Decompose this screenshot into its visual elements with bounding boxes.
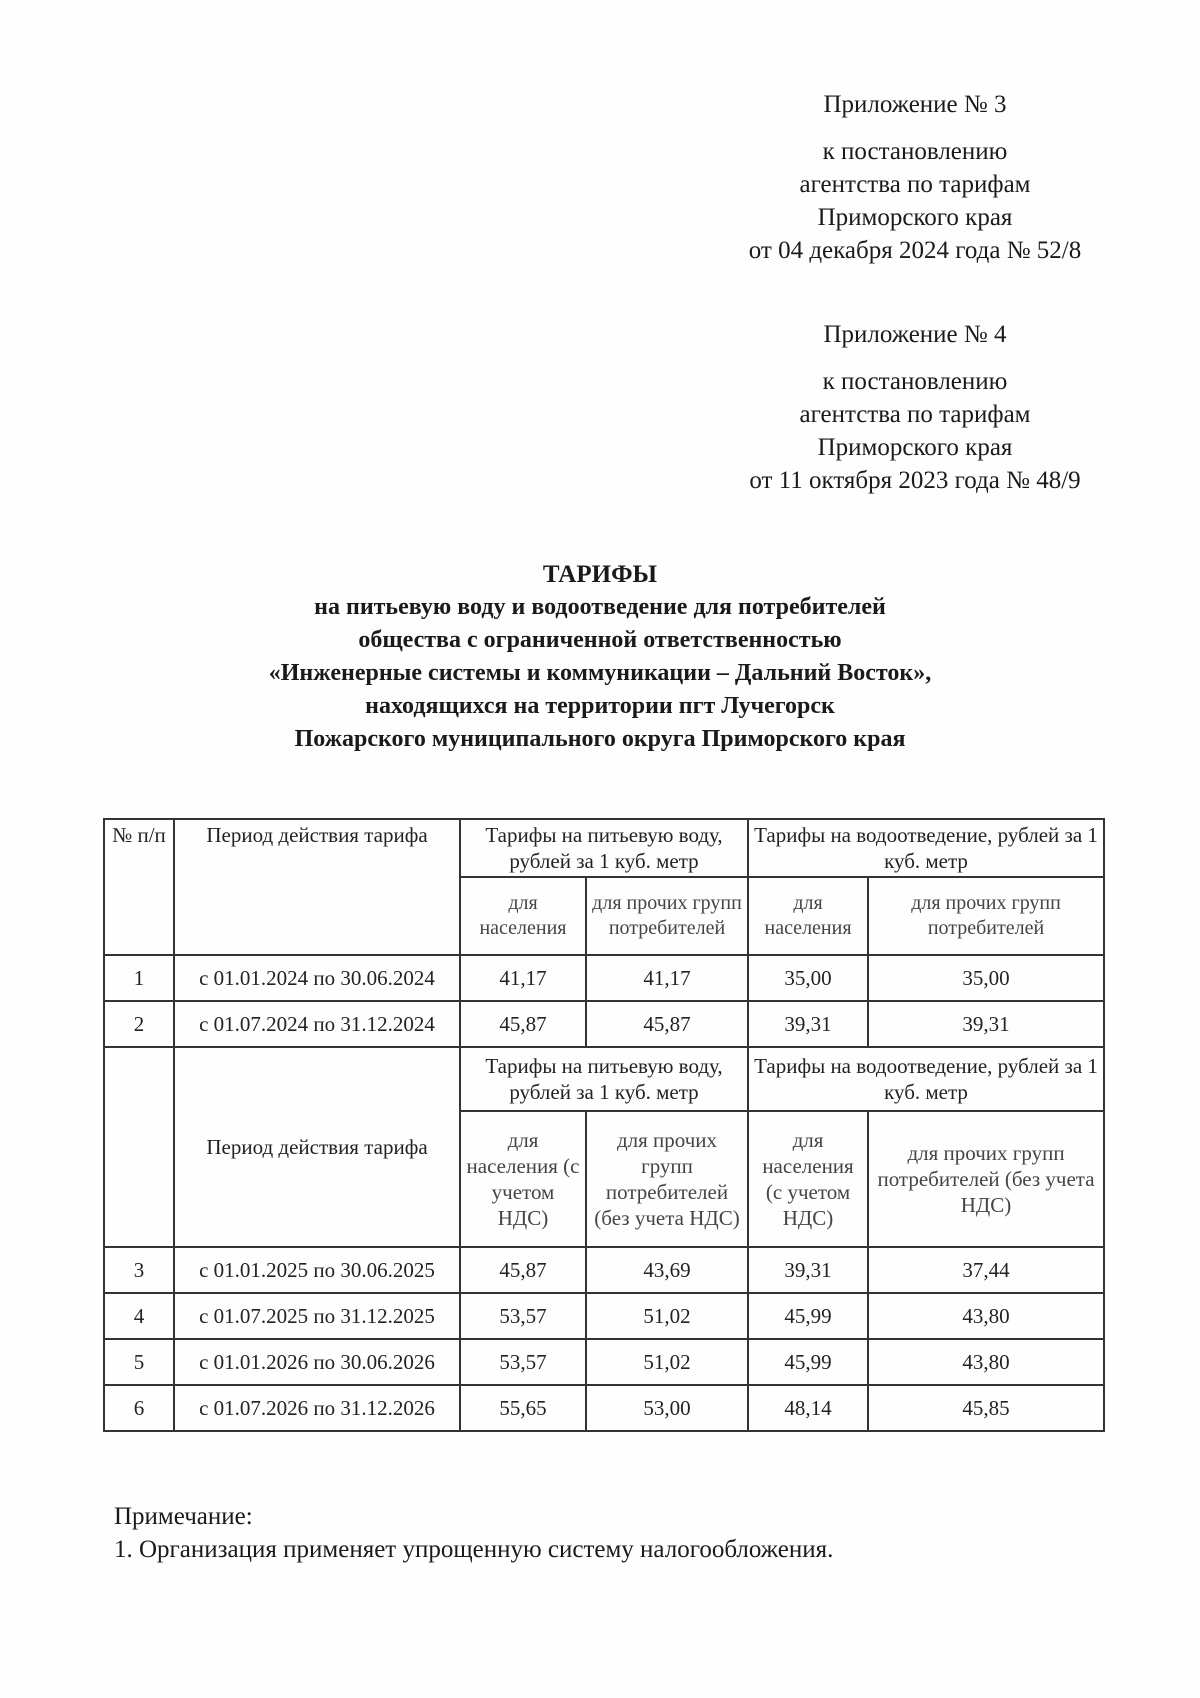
header-water-others: для прочих групп потребителей (без учета НДС) [586, 1111, 748, 1247]
table-row [104, 955, 1104, 1001]
row-water-population: 53,57 [460, 1293, 586, 1339]
row-water-population: 45,87 [460, 1001, 586, 1047]
row-drain-others: 45,85 [868, 1385, 1104, 1431]
row-water-others: 45,87 [586, 1001, 748, 1047]
heading-title: ТАРИФЫ [542, 561, 658, 588]
row-period: с 01.01.2025 по 30.06.2025 [174, 1247, 460, 1293]
header-period: Период действия тарифа [174, 819, 460, 955]
header-drain-population: для населения [748, 877, 868, 955]
row-drain-others: 35,00 [868, 955, 1104, 1001]
heading-line: находящихся на территории пгт Лучегорск [365, 693, 835, 719]
row-drain-others: 39,31 [868, 1001, 1104, 1047]
tariff-table [103, 818, 1105, 1432]
row-drain-population: 48,14 [748, 1385, 868, 1431]
row-water-others: 53,00 [586, 1385, 748, 1431]
appendix-4-block [715, 318, 1115, 497]
table-row [104, 1339, 1104, 1385]
note-item: 1. Организация применяет упрощенную систему налогообложения. [114, 1536, 834, 1563]
appendix-3-block [715, 88, 1115, 267]
row-water-others: 51,02 [586, 1339, 748, 1385]
appendix-4-line: к постановлению [822, 368, 1008, 395]
row-drain-population: 35,00 [748, 955, 868, 1001]
header-water-others: для прочих групп потребителей [586, 877, 748, 955]
appendix-3-title: Приложение № 3 [823, 91, 1007, 118]
appendix-3-line: Приморского края [817, 204, 1013, 231]
row-water-population: 55,65 [460, 1385, 586, 1431]
row-water-others: 43,69 [586, 1247, 748, 1293]
header-drain-others: для прочих групп потребителей [868, 877, 1104, 955]
appendix-4-title: Приложение № 4 [823, 321, 1007, 348]
row-num: 2 [104, 1001, 174, 1047]
header-drain: Тарифы на водоотведение, рублей за 1 куб. метр [748, 819, 1104, 877]
row-water-others: 51,02 [586, 1293, 748, 1339]
row-num: 6 [104, 1385, 174, 1431]
row-drain-population: 45,99 [748, 1339, 868, 1385]
row-period: с 01.07.2024 по 31.12.2024 [174, 1001, 460, 1047]
row-num: 5 [104, 1339, 174, 1385]
table-row [104, 1001, 1104, 1047]
header-num: № п/п [104, 819, 174, 955]
appendix-4-line: Приморского края [817, 434, 1013, 461]
header-period: Период действия тарифа [174, 1047, 460, 1247]
row-water-population: 53,57 [460, 1339, 586, 1385]
table-header-row [104, 1047, 1104, 1111]
row-num: 4 [104, 1293, 174, 1339]
header-water: Тарифы на питьевую воду, рублей за 1 куб. метр [460, 819, 748, 877]
row-period: с 01.07.2026 по 31.12.2026 [174, 1385, 460, 1431]
heading-line: «Инженерные системы и коммуникации – Дальний Восток», [268, 660, 932, 686]
appendix-3-line: от 04 декабря 2024 года № 52/8 [748, 237, 1082, 264]
row-drain-others: 43,80 [868, 1293, 1104, 1339]
row-drain-population: 39,31 [748, 1247, 868, 1293]
appendix-3-line: к постановлению [822, 138, 1008, 165]
header-drain: Тарифы на водоотведение, рублей за 1 куб. метр [748, 1047, 1104, 1111]
row-water-others: 41,17 [586, 955, 748, 1001]
table-row [104, 1385, 1104, 1431]
row-period: с 01.07.2025 по 31.12.2025 [174, 1293, 460, 1339]
row-num: 1 [104, 955, 174, 1001]
appendix-4-line: от 11 октября 2023 года № 48/9 [749, 467, 1081, 494]
heading-line: на питьевую воду и водоотведение для потребителей [314, 594, 886, 620]
header-water-population: для населения [460, 877, 586, 955]
appendix-3-line: агентства по тарифам [799, 171, 1031, 198]
note-title: Примечание: [114, 1503, 253, 1530]
appendix-4-line: агентства по тарифам [799, 401, 1031, 428]
heading-line: Пожарского муниципального округа Приморского края [294, 726, 906, 752]
row-drain-population: 39,31 [748, 1001, 868, 1047]
heading-line: общества с ограниченной ответственностью [358, 627, 842, 653]
note-block [114, 1500, 833, 1566]
row-drain-population: 45,99 [748, 1293, 868, 1339]
row-drain-others: 37,44 [868, 1247, 1104, 1293]
header-water-population: для населения (с учетом НДС) [460, 1111, 586, 1247]
table-row [104, 1247, 1104, 1293]
table-row [104, 1293, 1104, 1339]
row-period: с 01.01.2026 по 30.06.2026 [174, 1339, 460, 1385]
row-period: с 01.01.2024 по 30.06.2024 [174, 955, 460, 1001]
header-drain-others: для прочих групп потребителей (без учета НДС) [868, 1111, 1104, 1247]
document-heading [100, 558, 1100, 756]
row-num: 3 [104, 1247, 174, 1293]
header-num-empty [104, 1047, 174, 1247]
table-header-row [104, 819, 1104, 877]
row-water-population: 45,87 [460, 1247, 586, 1293]
header-drain-population: для населения (с учетом НДС) [748, 1111, 868, 1247]
row-drain-others: 43,80 [868, 1339, 1104, 1385]
header-water: Тарифы на питьевую воду, рублей за 1 куб. метр [460, 1047, 748, 1111]
row-water-population: 41,17 [460, 955, 586, 1001]
